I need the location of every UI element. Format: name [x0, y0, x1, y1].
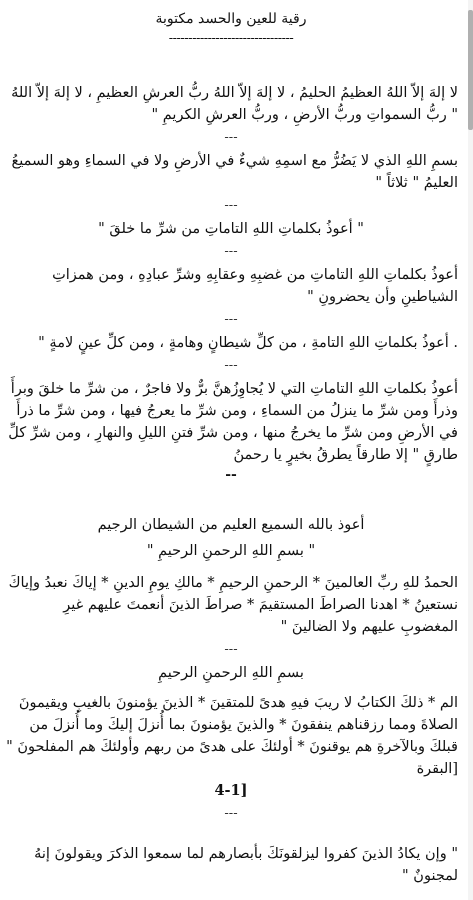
title-underline: --------------------------------: [168, 31, 294, 46]
separator: ---: [224, 130, 238, 145]
separator: ---: [224, 358, 238, 373]
separator: ---: [224, 312, 238, 327]
paragraph-11-text: الم * ذلكَ الكتابُ لا ريبَ فيهِ هدىً للمتقينَ * الذينَ يؤمنونَ بالغيبِ ويقيمونَ الصلاةَ ومما رزقناهم ينفقونَ * والذينَ يؤمنونَ بما أُنزلَ إليكَ وما أُنزلَ من قبلكَ وبالآخرةِ هم يوقنونَ * أولئكَ على هدىً من ربهم وأولئكَ هم المفلحونَ "[البقرة: [6, 695, 458, 777]
paragraph-10: بسمِ اللهِ الرحمنِ الرحيمِ: [158, 665, 304, 681]
scrollbar-thumb[interactable]: [468, 10, 473, 130]
paragraph-9: الحمدُ للهِ ربِّ العالمينَ * الرحمنِ الرحيمِ * مالكِ يومِ الدينِ * إياكَ نعبدُ وإياكَ نستعينُ * اهدنا الصراطَ المستقيمَ * صراطَ الذينَ أنعمتَ عليهم غيرِ المغضوبِ عليهم ولا الضالينَ ": [8, 575, 458, 635]
paragraph-12: " وإن يكادُ الذينَ كفروا ليزلقونَكَ بأبصارهم لما سمعوا الذكرَ ويقولونَ إنهُ لمجنونٌ ": [34, 846, 458, 884]
paragraph-8: " بسمِ اللهِ الرحمنِ الرحيمِ ": [146, 543, 316, 559]
paragraph-6: أعوذُ بكلماتِ اللهِ التاماتِ التي لا يُجاوِزُهنَّ برٌّ ولا فاجرٌ ، من شرِّ ما خلقَ وبرأَ وذرأَ ومن شرِّ ما ينزلُ من السماءِ ، ومن شرِّ ما يعرجُ فيها ، ومن شرِّ ما ذرأَ في الأرضِ ومن شرِّ ما يخرجُ منها ، ومن شرِّ فتنِ الليلِ والنهارِ ، ومن شرِّ كلِّ طارقٍ " إلا طارقاً يطرقُ بخيرٍ يا رحمنُ: [8, 381, 458, 463]
page-title: رقية للعين والحسد مكتوبة: [155, 11, 307, 27]
scrollbar-track[interactable]: [468, 0, 473, 900]
surah-reference: [4-1: [214, 782, 248, 799]
paragraph-4: أعوذُ بكلماتِ اللهِ التاماتِ من غضبِهِ وعقابِهِ وشرِّ عبادِهِ ، ومن همزاتِ الشياطينِ وأن يحضرونِ ": [52, 267, 458, 305]
separator: ---: [224, 642, 238, 657]
paragraph-7: أعوذ بالله السميع العليم من الشيطان الرجيم: [97, 517, 365, 533]
paragraph-5: . أعوذُ بكلماتِ اللهِ التامةِ ، من كلِّ شيطانٍ وهامةٍ ، ومن كلِّ عينٍ لامةٍ ": [38, 335, 458, 351]
paragraph-11: [4, 692, 458, 780]
paragraph-2: بسمِ اللهِ الذي لا يَضُرُّ مع اسمِهِ شيءٌ في الأرضِ ولا في السماءِ وهو السميعُ العليمُ " ثلاثاً ": [11, 153, 458, 191]
separator: ---: [224, 806, 238, 821]
separator: ---: [224, 244, 238, 259]
paragraph-1: لا إلهَ إلاّ اللهُ العظيمُ الحليمُ ، لا إلهَ إلاّ اللهُ ربُّ العرشِ العظيمِ ، لا إلهَ إلاّ اللهُ " ربُّ السمواتِ وربُّ الأرضِ ، وربُّ العرشِ الكريمِ ": [11, 85, 458, 123]
separator: ---: [224, 198, 238, 213]
separator: --: [225, 467, 237, 483]
paragraph-3: " أعوذُ بكلماتِ اللهِ التاماتِ من شرِّ ما خلقَ ": [98, 221, 364, 237]
